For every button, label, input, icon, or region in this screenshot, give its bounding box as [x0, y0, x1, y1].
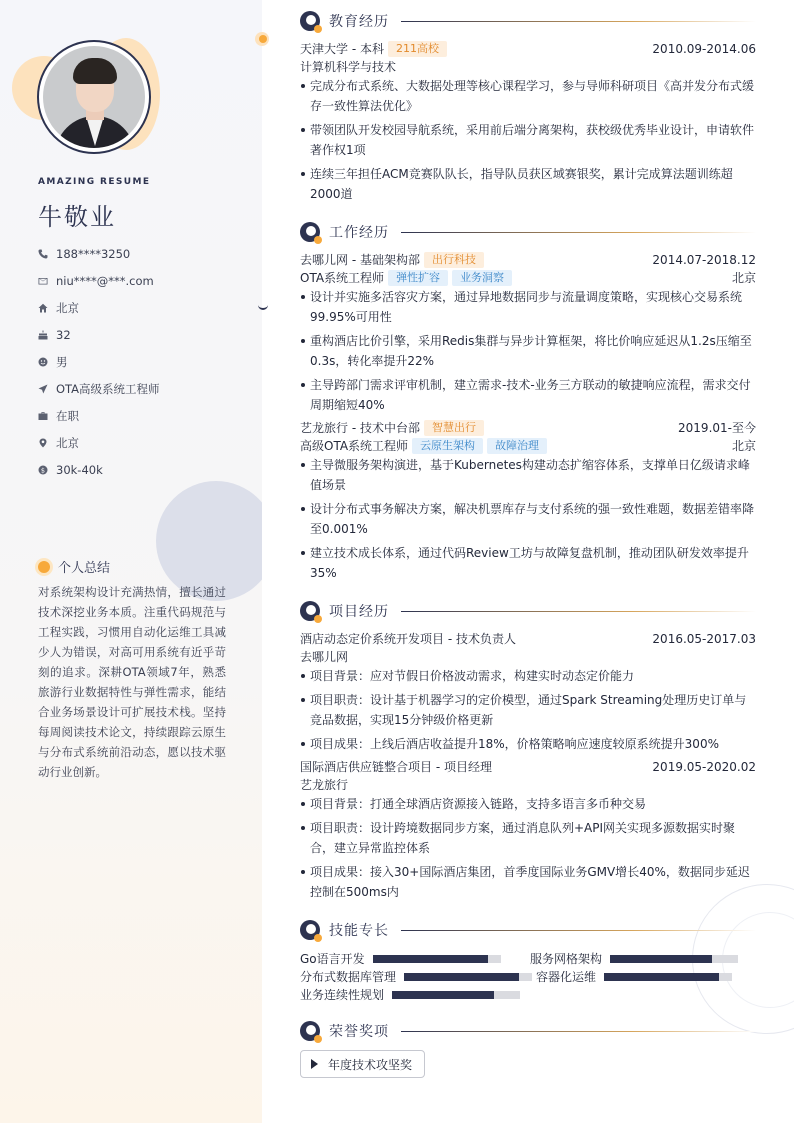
divider [401, 611, 756, 612]
contact-gender [38, 348, 248, 375]
list-item: 带领团队开发校园导航系统，采用前后端分离架构，获校级优秀毕业设计，申请软件著作权1项 [300, 120, 756, 160]
job-city: 北京 [731, 271, 756, 285]
education-row [300, 41, 756, 57]
list-item: 设计分布式事务解决方案，解决机票库存与支付系统的强一致性难题，数据差错率降至0.001% [300, 499, 756, 539]
list-item: 主导微服务架构演进，基于Kubernetes构建动态扩缩容体系，支撑单日亿级请求峰值场景 [300, 455, 756, 495]
project-dates: 2016.05-2017.03 [652, 632, 756, 646]
divider [401, 232, 756, 233]
education-bullets [300, 76, 756, 208]
company-badge: 智慧出行 [424, 420, 484, 436]
project-org: 艺龙旅行 [300, 778, 349, 792]
project-bullets [300, 794, 756, 906]
company-badge: 出行科技 [424, 252, 484, 268]
section-title: 技能专长 [329, 923, 389, 939]
briefcase-icon [38, 411, 56, 421]
job-role: OTA系统工程师 [300, 271, 385, 285]
tag-badge: 弹性扩容 [388, 270, 448, 286]
mail-icon [38, 276, 56, 286]
section-icon [300, 601, 320, 621]
contact-salary [38, 456, 248, 483]
tag-badge: 故障治理 [487, 438, 547, 454]
divider [401, 1031, 756, 1032]
section-icon [300, 920, 320, 940]
skill-name: 服务网格架构 [530, 952, 603, 966]
contact-location [38, 429, 248, 456]
salary-icon [38, 465, 56, 475]
list-item: 连续三年担任ACM竞赛队队长，指导队员获区域赛银奖，累计完成算法题训练超2000道 [300, 164, 756, 204]
project-org-row [300, 777, 756, 793]
dot-icon [38, 561, 50, 573]
skill-item [530, 950, 738, 967]
section-title: 工作经历 [329, 225, 389, 241]
contact-text: 32 [56, 327, 71, 342]
contact-status [38, 402, 248, 429]
job-bullets [300, 287, 756, 419]
job-role-row [300, 270, 756, 286]
project-row [300, 759, 756, 775]
job-dates: 2019.01-至今 [678, 421, 756, 435]
skill-bar-fill [610, 955, 712, 963]
project-bullets [300, 666, 756, 758]
section-icon [300, 222, 320, 242]
school-badge: 211高校 [388, 41, 447, 57]
company-name: 去哪儿网 - 基础架构部 [300, 253, 420, 267]
contact-text: 188****3250 [56, 246, 131, 261]
section-education-header [300, 11, 756, 31]
decorative-dot [255, 32, 269, 46]
section-work-header [300, 222, 756, 242]
project-name: 国际酒店供应链整合项目 - 项目经理 [300, 760, 492, 774]
school-name: 天津大学 - 本科 [300, 42, 384, 56]
education-major-row [300, 59, 756, 75]
home-icon [38, 303, 56, 313]
job-bullets [300, 455, 756, 587]
skill-item [536, 968, 732, 985]
section-icon [300, 1021, 320, 1041]
tag-badge: 云原生架构 [412, 438, 483, 454]
list-item: 主导跨部门需求评审机制，建立需求-技术-业务三方联动的敏捷响应流程，需求交付周期缩短40% [300, 375, 756, 415]
skill-bar [392, 991, 520, 999]
job-role-row [300, 438, 756, 454]
section-icon [300, 11, 320, 31]
skill-bar [404, 973, 532, 981]
divider [401, 21, 756, 22]
tag-badge: 业务洞察 [452, 270, 512, 286]
job-dates: 2014.07-2018.12 [652, 253, 756, 267]
list-item: 项目职责：设计基于机器学习的定价模型，通过Spark Streaming处理历史订单与竞品数据，实现15分钟级价格更新 [300, 690, 756, 730]
job-city: 北京 [731, 439, 756, 453]
major: 计算机科学与技术 [300, 60, 397, 74]
summary-text: 对系统架构设计充满热情，擅长通过技术深挖业务本质。注重代码规范与工程实践，习惯用自动化运维工具减少人为错误，对高可用系统有近乎苛刻的追求。深耕OTA领域7年，熟悉旅游行业数据特性与弹性需求，能结合业务场景设计可扩展技术栈。坚持每周阅读技术论文，持续跟踪云原生与分布式系统前沿动态，愿以技术驱动行业创新。 [38, 585, 226, 779]
summary-heading [38, 557, 110, 576]
list-item: 项目背景：打通全球酒店资源接入链路，支持多语言多币种交易 [300, 794, 756, 814]
avatar-photo [43, 46, 145, 148]
section-skills-header [300, 920, 756, 940]
skill-item [300, 986, 520, 1003]
contact-text: 北京 [56, 300, 79, 315]
skill-bar-fill [392, 991, 494, 999]
section-title: 荣誉奖项 [329, 1024, 389, 1040]
section-title: 教育经历 [329, 14, 389, 30]
avatar [37, 40, 151, 154]
tagline: AMAZING RESUME [38, 177, 151, 187]
section-awards-header [300, 1021, 756, 1041]
skill-bar [610, 955, 738, 963]
list-item: 重构酒店比价引擎，采用Redis集群与异步计算框架，将比价响应延迟从1.2s压缩至0.3s，转化率提升22% [300, 331, 756, 371]
contact-text: 北京 [56, 435, 79, 450]
contact-position [38, 375, 248, 402]
job-row [300, 252, 756, 268]
play-icon [311, 1059, 318, 1069]
decorative-mark [258, 300, 268, 310]
skill-bar-fill [373, 955, 488, 963]
contact-email [38, 267, 248, 294]
list-item: 项目成果：接入30+国际酒店集团，首季度国际业务GMV增长40%，数据同步延迟控制在500ms内 [300, 862, 756, 902]
contact-text: 30k-40k [56, 462, 103, 477]
skill-bar-fill [604, 973, 719, 981]
gender-icon [38, 357, 56, 367]
skill-name: Go语言开发 [300, 952, 365, 966]
project-org-row [300, 649, 756, 665]
skill-bar [373, 955, 501, 963]
list-item: 项目背景：应对节假日价格波动需求，构建实时动态定价能力 [300, 666, 756, 686]
project-org: 去哪儿网 [300, 650, 349, 664]
education-dates: 2010.09-2014.06 [652, 42, 756, 56]
award-name: 年度技术攻坚奖 [328, 1057, 413, 1072]
contact-phone [38, 240, 248, 267]
send-icon [38, 384, 56, 394]
phone-icon [38, 249, 56, 259]
skill-bar [604, 973, 732, 981]
project-dates: 2019.05-2020.02 [652, 760, 756, 774]
contact-age [38, 321, 248, 348]
list-item: 项目职责：设计跨境数据同步方案，通过消息队列+API网关实现多源数据实时聚合，建立异常监控体系 [300, 818, 756, 858]
list-item: 完成分布式系统、大数据处理等核心课程学习，参与导师科研项目《高并发分布式缓存一致性算法优化》 [300, 76, 756, 116]
skill-name: 分布式数据库管理 [300, 970, 397, 984]
section-title: 项目经历 [329, 604, 389, 620]
job-role: 高级OTA系统工程师 [300, 439, 409, 453]
sidebar [0, 0, 262, 1123]
candidate-name: 牛敬业 [38, 203, 116, 231]
skill-name: 业务连续性规划 [300, 988, 385, 1002]
job-row [300, 420, 756, 436]
cake-icon [38, 330, 56, 340]
list-item: 项目成果：上线后酒店收益提升18%，价格策略响应速度较原系统提升300% [300, 734, 756, 754]
contact-list [38, 240, 248, 483]
project-row [300, 631, 756, 647]
location-pin-icon [38, 438, 56, 448]
svg-text:$: $ [40, 465, 46, 474]
contact-text: OTA高级系统工程师 [56, 381, 160, 396]
section-projects-header [300, 601, 756, 621]
company-name: 艺龙旅行 - 技术中台部 [300, 421, 420, 435]
contact-text: niu****@***.com [56, 273, 154, 288]
skill-name: 容器化运维 [536, 970, 597, 984]
contact-home [38, 294, 248, 321]
skill-item [300, 950, 501, 967]
skill-item [300, 968, 532, 985]
divider [401, 930, 756, 931]
project-name: 酒店动态定价系统开发项目 - 技术负责人 [300, 632, 516, 646]
summary-title: 个人总结 [58, 561, 111, 576]
contact-text: 在职 [56, 408, 79, 423]
list-item: 建立技术成长体系，通过代码Review工坊与故障复盘机制，推动团队研发效率提升35% [300, 543, 756, 583]
list-item: 设计并实施多活容灾方案，通过异地数据同步与流量调度策略，实现核心交易系统99.95%可用性 [300, 287, 756, 327]
contact-text: 男 [56, 354, 68, 369]
skill-bar-fill [404, 973, 519, 981]
award-chip [300, 1050, 425, 1078]
